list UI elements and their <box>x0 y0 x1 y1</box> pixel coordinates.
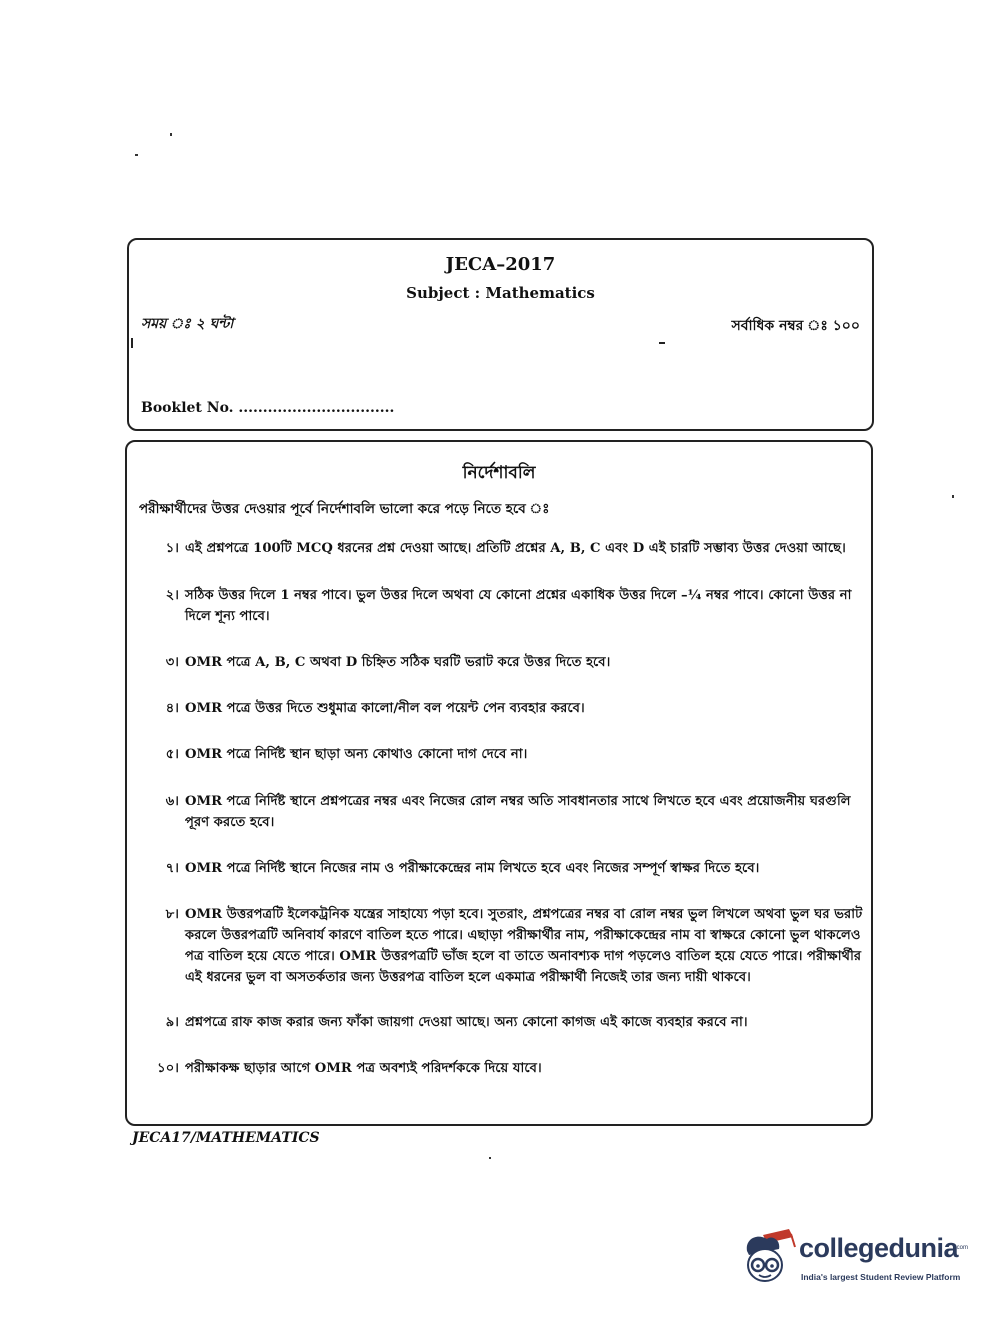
instructions-heading: নির্দেশাবলি <box>462 463 536 483</box>
instruction-text: OMR পত্রে নির্দিষ্ট স্থান ছাড়া অন্য কোথাও কোনো দাগ দেবে না। <box>185 747 528 762</box>
instruction-item <box>151 652 863 673</box>
logo-name: collegedunia <box>799 1233 959 1263</box>
instruction-number: ৮। <box>165 907 179 922</box>
booklet-number: Booklet No. ................................ <box>141 400 395 416</box>
instruction-text: সঠিক উত্তর দিলে 1 নম্বর পাবে। ভুল উত্তর দিলে অথবা যে কোনো প্রশ্নের একাধিক উত্তর দিলে –¼ নম্বর পাবে। কোনো উত্তর না দিলে শূন্য পাবে। <box>185 588 852 624</box>
scan-speck <box>170 133 172 136</box>
instruction-item <box>151 904 863 988</box>
instruction-item <box>151 538 863 559</box>
instruction-number: ৫। <box>165 747 179 762</box>
scan-mark <box>131 338 133 348</box>
instruction-item <box>151 744 863 765</box>
instruction-number: ২। <box>165 588 179 603</box>
instruction-item <box>151 585 863 627</box>
instruction-text: পরীক্ষাকক্ষ ছাড়ার আগে OMR পত্র অবশ্যই পরিদর্শককে দিয়ে যাবে। <box>185 1061 542 1076</box>
exam-header-box <box>127 238 874 431</box>
time-allowed: সময় ঃ ২ ঘন্টা <box>141 316 234 332</box>
instruction-text: OMR পত্রে নির্দিষ্ট স্থানে নিজের নাম ও পরীক্ষাকেন্দ্রের নাম লিখতে হবে এবং নিজের সম্পূর্ণ স্বাক্ষর দিতে হবে। <box>185 861 760 876</box>
instruction-item <box>151 791 863 833</box>
logo-tagline: India's largest Student Review Platform <box>801 1272 961 1282</box>
logo-suffix: .com <box>955 1245 969 1251</box>
collegedunia-logo <box>741 1225 971 1293</box>
instructions-box <box>125 440 873 1126</box>
full-marks: সর্বাধিক নম্বর ঃ ১০০ <box>731 318 860 334</box>
scan-speck <box>489 1157 491 1159</box>
instruction-text: প্রশ্নপত্রে রাফ কাজ করার জন্য ফাঁকা জায়গা দেওয়া আছে। অন্য কোনো কাগজ এই কাজে ব্যবহার করবে না। <box>185 1015 748 1030</box>
instruction-text: এই প্রশ্নপত্রে 100টি MCQ ধরনের প্রশ্ন দেওয়া আছে। প্রতিটি প্রশ্নের A, B, C এবং D এই চারটি সম্ভাব্য উত্তর দেওয়া আছে। <box>185 541 846 556</box>
instruction-item <box>151 1058 863 1079</box>
instruction-text: OMR পত্রে A, B, C অথবা D চিহ্নিত সঠিক ঘরটি ভরাট করে উত্তর দিতে হবে। <box>185 655 611 670</box>
instruction-text: OMR পত্রে নির্দিষ্ট স্থানে প্রশ্নপত্রের নম্বর এবং নিজের রোল নম্বর অতি সাবধানতার সাথে লিখতে হবে এবং প্রয়োজনীয় ঘরগুলি পূরণ করতে হবে। <box>185 794 851 830</box>
instruction-number: ১। <box>165 541 179 556</box>
exam-subject: Subject : Mathematics <box>406 284 595 302</box>
instructions-intro: পরীক্ষার্থীদের উত্তর দেওয়ার পূর্বে নির্দেশাবলি ভালো করে পড়ে নিতে হবে ঃ <box>139 501 550 517</box>
instruction-number: ১০। <box>157 1061 179 1076</box>
footer-code: JECA17/MATHEMATICS <box>132 1130 320 1146</box>
instruction-item <box>151 1012 863 1033</box>
instruction-text: OMR উত্তরপত্রটি ইলেকট্রনিক যন্ত্রের সাহায্যে পড়া হবে। সুতরাং, প্রশ্নপত্রের নম্বর বা রোল নম্বর ভুল লিখলে অথবা ভুল ঘর ভরাট করলে উত্তরপত্রটি অনিবার্য কারণে বাতিল হতে পারে। এছাড়া পরীক্ষার্থীর নাম, পরীক্ষাকেন্দ্রের নাম বা স্বাক্ষরে কোনো ভুল থাকলেও পত্র বাতিল হয়ে যেতে পারে। OMR উত্তরপত্রটি ভাঁজ হলে বা তাতে অনাবশ্যক দাগ পড়লেও বাতিল হয়ে যেতে পারে। পরীক্ষার্থীর এই ধরনের ভুল বা অসতর্কতার জন্য উত্তরপত্র বাতিল হলে একমাত্র পরীক্ষার্থী নিজেই তার জন্য দায়ী থাকবে। <box>185 907 863 985</box>
scan-speck <box>135 154 138 156</box>
instruction-number: ৩। <box>165 655 179 670</box>
instruction-number: ৯। <box>165 1015 179 1030</box>
scan-speck <box>952 495 954 498</box>
instruction-item <box>151 698 863 719</box>
instruction-number: ৭। <box>165 861 179 876</box>
student-mascot-icon <box>741 1225 797 1293</box>
instruction-number: ৬। <box>165 794 179 809</box>
scan-mark <box>659 342 665 344</box>
exam-title: JECA–2017 <box>445 254 556 275</box>
instruction-text: OMR পত্রে উত্তর দিতে শুধুমাত্র কালো/নীল বল পয়েন্ট পেন ব্যবহার করবে। <box>185 701 585 716</box>
instruction-item <box>151 858 863 879</box>
instruction-number: ৪। <box>165 701 179 716</box>
